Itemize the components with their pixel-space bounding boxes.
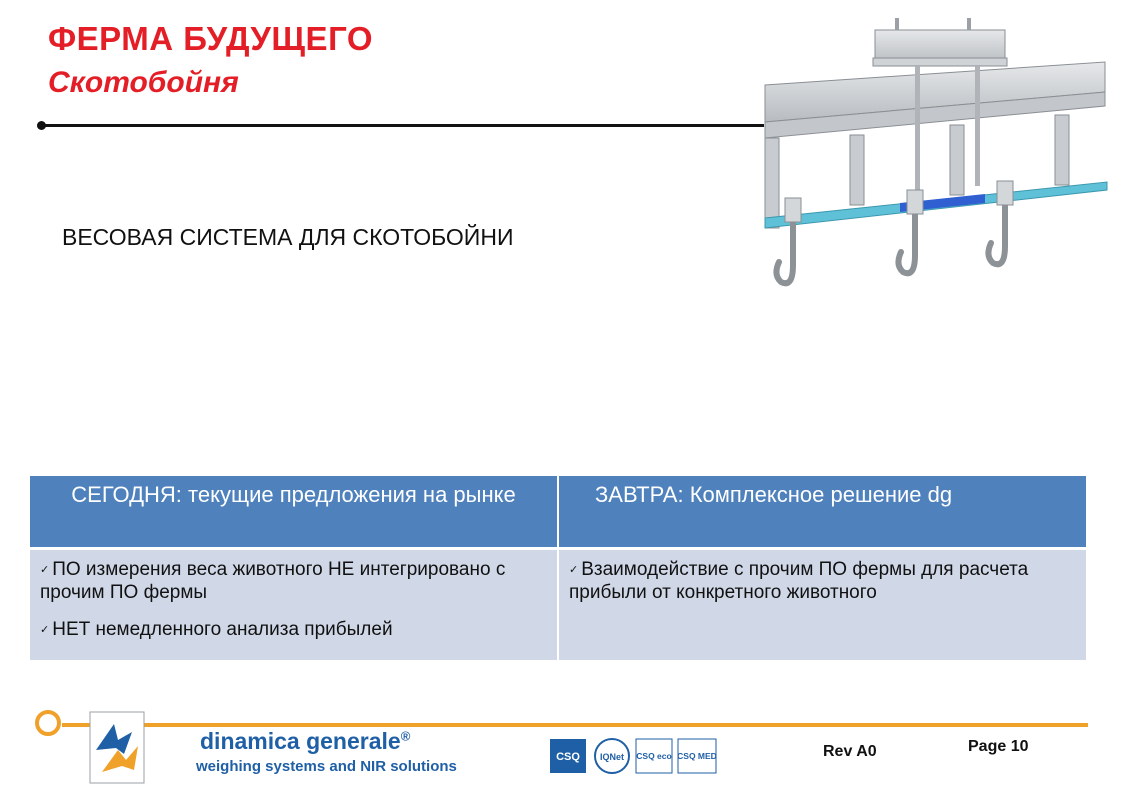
brand-tagline: weighing systems and NIR solutions [196,758,457,775]
dinamica-generale-logo-icon [88,710,146,785]
tomorrow-cell [558,549,1086,660]
list-item: ✓ ПО измерения веса животного НЕ интегрировано с прочим ПО фермы [40,559,506,604]
list-item: ✓ НЕТ немедленного анализа прибылей [40,619,393,641]
today-cell [30,549,558,660]
revision-label: Rev A0 [823,743,877,760]
page-subtitle: Скотобойня [48,66,239,99]
comparison-table [30,476,1086,660]
list-item: ✓ Взаимодействие с прочим ПО фермы для расчета прибыли от конкретного животного [569,559,1029,604]
table-header-today: СЕГОДНЯ: текущие предложения на рынке [30,476,558,549]
table-header-tomorrow: ЗАВТРА: Комплексное решение dg [558,476,1086,549]
section-heading: ВЕСОВАЯ СИСТЕМА ДЛЯ СКОТОБОЙНИ [62,224,514,250]
check-icon: ✓ [40,624,50,637]
page-title: ФЕРМА БУДУЩЕГО [48,20,374,57]
cert-label: IQNet [599,752,625,762]
slaughter-rail-weighing-illustration [755,10,1110,295]
cert-label: CSQ eco [636,751,672,761]
certification-logos [548,737,720,781]
check-icon: ✓ [569,564,579,576]
page-number: Page 10 [968,738,1029,755]
cert-label: CSQ [556,751,580,763]
check-icon: ✓ [40,564,50,576]
footer-ring-icon [35,710,61,736]
cert-label: CSQ MED [677,751,717,761]
title-rule [44,124,764,127]
footer-rule [62,723,1088,727]
brand-name: dinamica generale® [200,728,411,754]
